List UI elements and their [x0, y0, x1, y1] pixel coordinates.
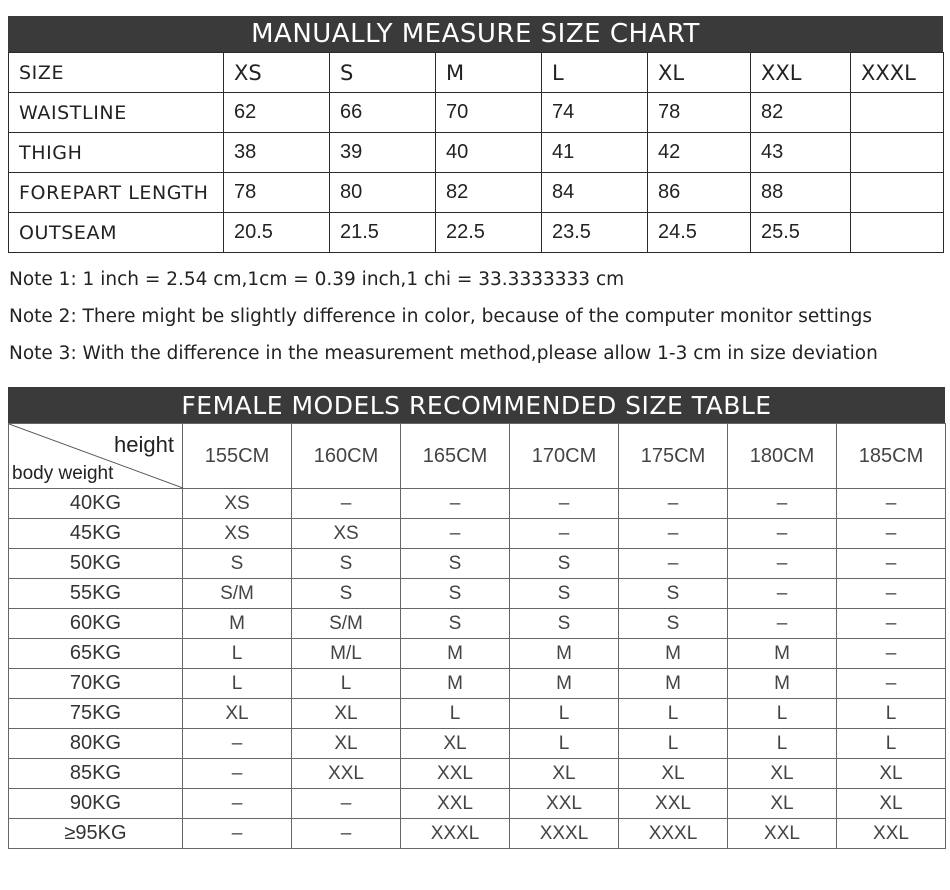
recommended-size-cell: – — [183, 729, 292, 759]
recommended-size-cell: XXXL — [401, 819, 510, 849]
recommended-size-cell: – — [619, 519, 728, 549]
recommended-size-cell: – — [292, 789, 401, 819]
recommended-size-cell: XL — [619, 759, 728, 789]
recommended-size-cell: – — [183, 759, 292, 789]
recommended-size-cell: S — [510, 609, 619, 639]
recommended-size-cell: L — [837, 729, 946, 759]
recommended-size-cell: – — [837, 519, 946, 549]
recommended-size-cell: L — [837, 699, 946, 729]
recommended-size-cell: – — [728, 519, 837, 549]
size-header-row — [9, 53, 944, 93]
recommend-table — [8, 387, 945, 849]
recommended-size-cell: S — [292, 549, 401, 579]
recommended-size-cell: M — [510, 639, 619, 669]
recommended-size-cell: – — [837, 639, 946, 669]
height-header-cell: 165CM — [401, 424, 510, 489]
recommended-size-cell: XS — [292, 519, 401, 549]
weight-row — [9, 579, 946, 609]
recommended-size-cell: XS — [183, 489, 292, 519]
weight-label: 65KG — [9, 639, 183, 669]
size-header-label: SIZE — [9, 53, 224, 93]
weight-row — [9, 729, 946, 759]
recommended-size-cell: – — [401, 489, 510, 519]
height-header-row — [9, 424, 946, 489]
recommended-size-cell: M — [728, 669, 837, 699]
recommended-size-cell: – — [837, 489, 946, 519]
recommended-size-cell: – — [292, 819, 401, 849]
recommended-size-cell: S/M — [183, 579, 292, 609]
recommended-size-cell: S — [619, 579, 728, 609]
measure-cell — [851, 133, 944, 173]
measure-cell: 41 — [542, 133, 648, 173]
measure-cell: 80 — [330, 173, 436, 213]
size-header-cell: M — [436, 53, 542, 93]
recommended-size-cell: XL — [292, 729, 401, 759]
recommended-size-cell: S — [510, 549, 619, 579]
height-header-cell: 175CM — [619, 424, 728, 489]
recommended-size-cell: S — [510, 579, 619, 609]
recommended-size-cell: L — [619, 729, 728, 759]
weight-label: 60KG — [9, 609, 183, 639]
size-header-cell: XXL — [751, 53, 851, 93]
recommended-size-cell: M — [728, 639, 837, 669]
recommended-size-cell: XL — [401, 729, 510, 759]
recommended-size-cell: L — [292, 669, 401, 699]
recommended-size-cell: – — [292, 489, 401, 519]
measure-cell: 23.5 — [542, 213, 648, 253]
weight-label: 45KG — [9, 519, 183, 549]
measure-cell: 78 — [224, 173, 330, 213]
recommended-size-cell: XL — [183, 699, 292, 729]
measure-cell: 20.5 — [224, 213, 330, 253]
recommended-size-cell: XXXL — [619, 819, 728, 849]
measure-cell: 24.5 — [648, 213, 751, 253]
recommended-size-cell: S/M — [292, 609, 401, 639]
recommended-size-cell: – — [837, 549, 946, 579]
size-header-cell: XS — [224, 53, 330, 93]
measure-cell: 74 — [542, 93, 648, 133]
measure-cell: 40 — [436, 133, 542, 173]
recommend-size-table — [8, 423, 946, 849]
recommended-size-cell: M — [183, 609, 292, 639]
weight-row — [9, 819, 946, 849]
weight-row — [9, 609, 946, 639]
recommended-size-cell: – — [183, 819, 292, 849]
recommended-size-cell: S — [401, 549, 510, 579]
recommended-size-cell: XXL — [401, 789, 510, 819]
recommended-size-cell: L — [728, 699, 837, 729]
recommend-table-title: FEMALE MODELS RECOMMENDED SIZE TABLE — [8, 387, 945, 423]
recommended-size-cell: S — [401, 579, 510, 609]
recommended-size-cell: – — [837, 579, 946, 609]
measure-cell: 43 — [751, 133, 851, 173]
weight-label: 80KG — [9, 729, 183, 759]
recommended-size-cell: XL — [292, 699, 401, 729]
recommended-size-cell: – — [510, 519, 619, 549]
recommended-size-cell: XXL — [728, 819, 837, 849]
recommended-size-cell: S — [401, 609, 510, 639]
measure-cell: 62 — [224, 93, 330, 133]
notes — [9, 264, 944, 375]
height-header-cell: 180CM — [728, 424, 837, 489]
weight-row — [9, 669, 946, 699]
recommended-size-cell: – — [619, 489, 728, 519]
recommended-size-cell: L — [401, 699, 510, 729]
measure-label: OUTSEAM — [9, 213, 224, 253]
weight-row — [9, 639, 946, 669]
note-2: Note 2: There might be slightly difference in color, because of the computer monitor settings — [9, 306, 872, 327]
size-header-cell: S — [330, 53, 436, 93]
size-header-cell: XXXL — [851, 53, 944, 93]
recommended-size-cell: M — [401, 669, 510, 699]
recommended-size-cell: L — [510, 729, 619, 759]
measure-label: THIGH — [9, 133, 224, 173]
recommended-size-cell: – — [728, 549, 837, 579]
recommended-size-cell: XXL — [401, 759, 510, 789]
measure-row — [9, 213, 944, 253]
measure-cell: 22.5 — [436, 213, 542, 253]
measure-cell: 42 — [648, 133, 751, 173]
recommended-size-cell: XXL — [292, 759, 401, 789]
weight-row — [9, 519, 946, 549]
size-header-cell: XL — [648, 53, 751, 93]
size-chart-title: MANUALLY MEASURE SIZE CHART — [8, 16, 943, 52]
measure-cell: 70 — [436, 93, 542, 133]
measure-row — [9, 173, 944, 213]
recommended-size-cell: XXL — [619, 789, 728, 819]
recommended-size-cell: – — [837, 609, 946, 639]
measure-cell: 39 — [330, 133, 436, 173]
recommended-size-cell: – — [510, 489, 619, 519]
size-chart — [8, 16, 943, 253]
measure-cell: 86 — [648, 173, 751, 213]
recommended-size-cell: L — [728, 729, 837, 759]
weight-label: 90KG — [9, 789, 183, 819]
measure-cell: 88 — [751, 173, 851, 213]
recommended-size-cell: XL — [728, 789, 837, 819]
recommended-size-cell: – — [728, 489, 837, 519]
recommended-size-cell: S — [183, 549, 292, 579]
recommended-size-cell: XXL — [510, 789, 619, 819]
recommended-size-cell: – — [401, 519, 510, 549]
recommended-size-cell: XXL — [837, 819, 946, 849]
corner-weight-label: body weight — [12, 463, 114, 484]
recommended-size-cell: L — [183, 639, 292, 669]
recommended-size-cell: M/L — [292, 639, 401, 669]
measure-cell — [851, 93, 944, 133]
measure-cell: 78 — [648, 93, 751, 133]
weight-row — [9, 489, 946, 519]
corner-height-label: height — [114, 432, 174, 457]
measure-label: FOREPART LENGTH — [9, 173, 224, 213]
recommended-size-cell: XXXL — [510, 819, 619, 849]
weight-row — [9, 759, 946, 789]
height-header-cell: 160CM — [292, 424, 401, 489]
recommended-size-cell: XL — [837, 759, 946, 789]
weight-label: 85KG — [9, 759, 183, 789]
measure-cell: 21.5 — [330, 213, 436, 253]
recommended-size-cell: M — [619, 669, 728, 699]
measure-cell: 82 — [436, 173, 542, 213]
recommended-size-cell: – — [619, 549, 728, 579]
measure-label: WAISTLINE — [9, 93, 224, 133]
recommended-size-cell: M — [510, 669, 619, 699]
recommended-size-cell: L — [510, 699, 619, 729]
recommended-size-cell: M — [619, 639, 728, 669]
recommended-size-cell: M — [401, 639, 510, 669]
measure-cell: 84 — [542, 173, 648, 213]
weight-label: 55KG — [9, 579, 183, 609]
corner-cell — [9, 424, 183, 489]
measure-row — [9, 93, 944, 133]
recommended-size-cell: S — [292, 579, 401, 609]
height-header-cell: 170CM — [510, 424, 619, 489]
measure-cell — [851, 213, 944, 253]
weight-label: 40KG — [9, 489, 183, 519]
recommended-size-cell: – — [837, 669, 946, 699]
recommended-size-cell: L — [183, 669, 292, 699]
height-header-cell: 185CM — [837, 424, 946, 489]
measure-cell: 82 — [751, 93, 851, 133]
recommended-size-cell: XL — [728, 759, 837, 789]
weight-label: 50KG — [9, 549, 183, 579]
recommended-size-cell: – — [183, 789, 292, 819]
recommended-size-cell: XL — [837, 789, 946, 819]
note-1: Note 1: 1 inch = 2.54 cm,1cm = 0.39 inch,1 chi = 33.3333333 cm — [9, 269, 625, 290]
note-3: Note 3: With the difference in the measurement method,please allow 1-3 cm in size deviation — [9, 343, 878, 364]
size-chart-table — [8, 52, 944, 253]
measure-cell: 25.5 — [751, 213, 851, 253]
recommended-size-cell: L — [619, 699, 728, 729]
recommended-size-cell: XS — [183, 519, 292, 549]
measure-cell: 38 — [224, 133, 330, 173]
recommended-size-cell: XL — [510, 759, 619, 789]
weight-row — [9, 789, 946, 819]
measure-cell — [851, 173, 944, 213]
weight-row — [9, 699, 946, 729]
size-header-cell: L — [542, 53, 648, 93]
recommended-size-cell: S — [619, 609, 728, 639]
weight-label: 75KG — [9, 699, 183, 729]
measure-cell: 66 — [330, 93, 436, 133]
weight-row — [9, 549, 946, 579]
measure-row — [9, 133, 944, 173]
recommended-size-cell: – — [728, 609, 837, 639]
weight-label: ≥95KG — [9, 819, 183, 849]
recommended-size-cell: – — [728, 579, 837, 609]
height-header-cell: 155CM — [183, 424, 292, 489]
weight-label: 70KG — [9, 669, 183, 699]
